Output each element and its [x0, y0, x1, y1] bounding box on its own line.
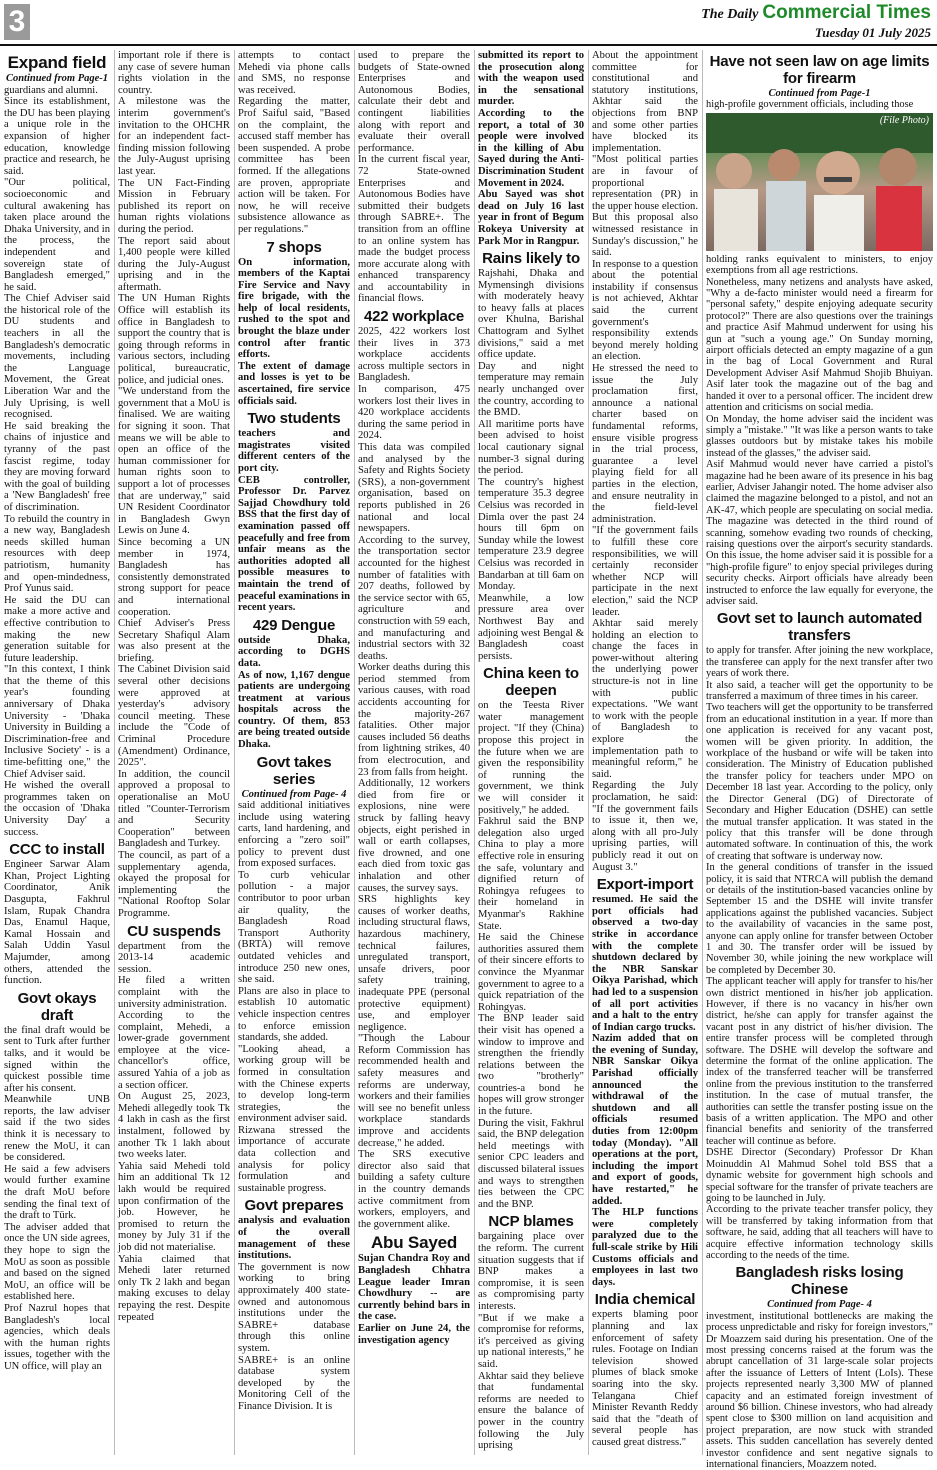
paragraph: "But if we make a compromise for reforms, it's perceived as giving up national interests," he said.	[478, 1312, 584, 1370]
paragraph: In addition, the council approved a proposal to operationalise an MoU titled "Counter-Terrorism and Security Cooperation" between Bangladesh and Turkey.	[118, 768, 230, 850]
paragraph: submitted its report to the prosecution along with the weapon used in the sensational murder.	[478, 50, 584, 108]
header-rule	[0, 44, 937, 46]
paragraph: The extent of damage and losses is yet to be ascertained, fire service officials said.	[238, 360, 350, 407]
paragraph: high-profile government officials, including those	[706, 99, 914, 111]
paragraph: According to the private teacher transfer policy, they will be transferred by taking information from that software, he said, adding that all teachers will have to acquire effective information technology skills according to the needs of the time.	[706, 1204, 933, 1261]
masthead-date: Tuesday 01 July 2025	[814, 25, 931, 40]
masthead-name: Commercial Times	[762, 2, 931, 23]
headline-429-dengue[interactable]: 429 Dengue	[252, 616, 336, 634]
paragraph: Nonetheless, many netizens and analysts have asked, "Why a de-facto minister would need a firearm for "personal safety," despite enjoying adequate security protocol?" There are also questions over the trainings and practice Asif Mahmud underwent for using his gun at "such a young age." On Sunday morning, airport officials detected an empty magazine of a gun in the bag of Local Government and Rural Development Adviser Asif Mahmud Shojib Bhuiyan. Asif later took the magazine out of the bag and handed it over to a personal officer. The incident drew attention and criticisms on social media.	[706, 276, 933, 414]
paragraph: experts blaming poor planning and lax enforcement of safety rules. Footage on Indian television showed plumes of black smoke soaring into the sky. Telangana Chief Minister Revanth Reddy said that the "death of several people has caused great distress."	[592, 1309, 698, 1448]
paragraph: used to prepare the budgets of State-owned Enterprises and Autonomous Bodies, calculate their debt and contingent liabilities along with report and evaluate their overall performance.	[358, 50, 470, 154]
paragraph: guardians and alumni.	[4, 84, 98, 96]
paragraph: He said the Chinese authorities assured them of their sincere efforts to convince the Myanmar government to agree to a quick repatriation of the Rohingyas.	[478, 932, 584, 1013]
column-divider	[114, 50, 115, 1455]
column-1	[4, 50, 110, 1457]
column-divider	[234, 50, 235, 1455]
headline-7-shops[interactable]: 7 shops	[266, 238, 322, 256]
paragraph: About the appointment committee for constitutional and statutory institutions, Akhtar said the objections from BNP and some other parties have blocked its implementation.	[592, 50, 698, 154]
headline-automated-transfers[interactable]: Govt set to launch automated transfers	[716, 610, 923, 645]
paragraph: "Though the Labour Reform Commission has recommended health and safety measures and reforms are underway, workers and their families will see no benefit unless workplace standards improve and accidents decrease," he added.	[358, 1033, 470, 1149]
paragraph: Worker deaths during this period stemmed from various causes, with road accidents accounting for the majority-267 fatalities. Other major causes included 56 deaths from lightning strikes, 40 from electrocution, and 23 from falls from height.	[358, 662, 470, 778]
paragraph: In response to a question about the potential instability if consensus is not achieved, Akhtar said the current government's responsibility extends beyond merely holding an election.	[592, 258, 698, 363]
paragraph: "We understand from the government that a MoU is finalised. We are waiting for signing it soon. That means we will be able to open an office of the human commissioner for human rights soon to support a lot of processes that are underway," said UN Resident Coordinator in Bangladesh Gwyn Lewis on June 4.	[118, 386, 230, 537]
paragraph: Prof Nazrul hopes that Bangladesh's local agencies, which deals with the human rights issues, together with the UN office, will play an	[4, 1302, 110, 1372]
headline-india-chemical[interactable]: India chemical	[594, 1291, 696, 1309]
paragraph: SABRE+ is an online database system developed by the Monitoring Cell of the Finance Division. It is	[238, 1354, 350, 1412]
paragraph: The country's highest temperature 35.3 degree Celsius was recorded in Dimla over the past 24 hours till 6pm on Sunday while the lowest temperature 23.9 degree Celsius was recorded in Bandarban at till 6am on Monday.	[478, 476, 584, 593]
paragraph: Fakhrul said the BNP delegation also urged China to play a more effective role in ensuring the safe, voluntary and dignified return of Rohingya refugees to their homeland in Myanmar's Rakhine State.	[478, 816, 584, 932]
headline-govt-okays-draft[interactable]: Govt okays draft	[17, 989, 97, 1024]
headline-abu-sayed[interactable]: Abu Sayed	[370, 1233, 458, 1253]
continued-label: Continued from Page-1	[768, 88, 871, 99]
column-divider	[702, 50, 703, 1455]
headline-422-workplace[interactable]: 422 workplace	[364, 308, 464, 326]
paragraph: The council, as part of a supplementary agenda, okayed the proposal for implementing the "National Rooftop Solar Programme.	[118, 849, 230, 919]
paragraph: Rajshahi, Dhaka and Mymensingh divisions with moderately heavy to heavy falls at places over Khulna, Barishal Chattogram and Sylhet divisions," said a met office update.	[478, 268, 584, 361]
paragraph: On information, members of the Kaptai Fire Service and Navy fire brigade, with the help of local residents, rushed to the spot and brought the blaze under control after frantic efforts.	[238, 256, 350, 361]
paragraph: On August 25, 2023, Mehedi allegedly took Tk 4 lakh in cash as the first instalment, followed by another Tk 1 lakh about two weeks later.	[118, 1091, 230, 1161]
column-divider	[588, 50, 589, 1455]
paragraph: Since becoming a UN member in 1974, Bangladesh has consistently demonstrated strong support for peace and international cooperation.	[118, 536, 230, 618]
paragraph: SRS highlights key causes of worker deaths, including structural flaws, hazardous machinery, technical failures, unregulated transport, unsafe drivers, poor safety training, inadequate PPE (personal protective equipment) use, and employer negligence.	[358, 894, 470, 1033]
paragraph: to apply for transfer. After joining the new workplace, the transferee can apply for the next transfer after two years of work there.	[706, 645, 933, 680]
paragraph: "If the government fails to fulfill these core responsibilities, we will certainly reconsider whether NCP will participate in the next election," said the NCP leader.	[592, 525, 698, 618]
column-4	[358, 50, 470, 1457]
paragraph: the final draft would be sent to Turk after further talks, and it would be signed within the quickest possible time after his consent.	[4, 1024, 110, 1094]
paragraph: Sujan Chandra Roy and Bangladesh Chhatra League leader Imran Chowdhury -- are currently behind bars in the case.	[358, 1253, 470, 1323]
paragraph: He said breaking the chains of injustice and tyranny of the past fascist regime, today they are moving forward with the goal of building a 'New Bangladesh' free of discrimination.	[4, 420, 110, 513]
headline-firearm-age-limits[interactable]: Have not seen law on age limits for firearm	[709, 53, 930, 87]
headline-two-students[interactable]: Two students	[247, 410, 341, 428]
paragraph: Two teachers will get the opportunity to be transferred from an educational institution in a year. If more than one application is received for any vacant post, women will be given priority. In addition, the workplace of the husband or wife will be taken into consideration. The Ministry of Education published the transfer policy for teachers under MPO on December 18 last year. According to the policy, only the Director General (DG) of Directorate of Secondary and Higher Education (DSHE) can settle the mutual transfer application. It was stated in the policy that this transfer will be done through automated software. In continuation of this, the work of creating that software is underway now.	[706, 702, 933, 862]
people-photo-illustration	[706, 113, 933, 251]
paragraph: The adviser added that once the UN side agrees, they hope to sign the MoU as soon as possible and based on the signed MoU, an office will be established here.	[4, 1221, 110, 1303]
paragraph: Yahia claimed that Mehedi later returned only Tk 2 lakh and began making excuses to delay repaying the rest. Despite repeated	[118, 1253, 230, 1323]
masthead-the-daily: The Daily	[701, 7, 759, 22]
headline-govt-prepares[interactable]: Govt prepares	[244, 1197, 344, 1215]
paragraph: To curb vehicular pollution - a major contributor to poor urban air quality, the Bangladesh Road Transport Authority (BRTA) will remove outdated vehicles and introduce 250 new ones, she said.	[238, 869, 350, 986]
paragraph: Regarding the matter, Prof Saiful said, "Based on the complaint, the accused staff member has been suspended. A probe committee has been formed. If the allegations are proven, appropriate action will be taken. For now, he will receive subsistence allowance as per regulations."	[238, 96, 350, 235]
paragraph: The BNP leader said their visit has opened a window to improve and strengthen the friendly relations between the two "brotherly" countries-a bond he hopes will grow stronger in the future.	[478, 1013, 584, 1118]
headline-cu-suspends[interactable]: CU suspends	[127, 922, 221, 940]
paragraph: Asif Mahmud would never have carried a pistol's magazine had he been aware of its presence in his bag earlier, Adviser Jahangir noted. The home adviser also claimed the magazine belonged to a pistol, and not an AK-47, which people are speculating on social media. The magazine was detected in the third round of scanning, somehow evading two rounds of checking, raising questions over the airport's security standards. On this issue, the home adviser said it is possible for a "high-profile figure" to enjoy special privileges during security checks. Airport officials have already been instructed to enforce the law equally for everyone, the adviser said.	[706, 459, 933, 607]
paragraph: According to the survey, the transportation sector accounted for the highest number of fatalities with 207 deaths, followed by the service sector with 65, agriculture and construction with 59 each, and manufacturing and industrial sectors with 32 deaths.	[358, 534, 470, 662]
paragraph: Akhtar said they believe that fundamental reforms are needed to ensure the balance of power in the country following the July uprising	[478, 1370, 584, 1452]
paragraph: Nazim added that on the evening of Sunday, NBR Sanskar Oikya Parishad officially announced the withdrawal of the shutdown and all officials resumed duties from 12:00pm today (Monday). "All operations at the port, including the import and export of goods, have restarted," he added.	[592, 1033, 698, 1207]
paragraph: outside Dhaka, according to DGHS data.	[238, 634, 350, 669]
paragraph: In comparison, 475 workers lost their lives in 420 workplace accidents during the same period in 2024.	[358, 384, 470, 442]
headline-govt-takes-series[interactable]: Govt takes series	[256, 753, 332, 788]
paragraph: holding ranks equivalent to ministers, to enjoy exemptions from all age restrictions.	[706, 253, 933, 277]
paragraph: Earlier on June 24, the investigation agency	[358, 1322, 470, 1346]
masthead-title	[701, 2, 931, 24]
paragraph: The SRS executive director also said that building a safety culture in the country demands active commitment from workers, employers, and the government alike.	[358, 1149, 470, 1230]
paragraph: During the visit, Fakhrul said, the BNP delegation held meetings with senior CPC leaders and discussed bilateral issues and ways to strengthen ties between the CPC and the BNP.	[478, 1117, 584, 1210]
paragraph: The report said about 1,400 people were killed during the July-August uprising and in the aftermath.	[118, 235, 230, 293]
paragraph: Akhtar said merely holding an election to change the faces in power-without altering the underlying power structure-is not in line with public expectations. "We want to work with the people of Bangladesh to explore the implementation path to meaningful reform," he said.	[592, 618, 698, 780]
paragraph: A milestone was the interim government's invitation to the OHCHR for an independent fact-finding mission following the July-August uprising last year.	[118, 96, 230, 177]
paragraph: resumed. He said the port officials had observed a two-day strike in accordance with the complete shutdown declared by the NBR Sanskar Oikya Parishad, which had led to a suspension of all port activities and a halt to the entry of Indian cargo trucks.	[592, 894, 698, 1033]
paragraph: To rebuild the country in a new way, Bangladesh needs skilled human resources with deep patriotism, humanity and open-mindedness, Prof Yunus said.	[4, 513, 110, 595]
paragraph: The Cabinet Division said several other decisions were approved at yesterday's advisory council meeting. These include the "Code of Criminal Procedure (Amendment) Ordinance, 2025".	[118, 664, 230, 769]
continued-label: Continued from Page- 4	[241, 788, 347, 800]
headline-china-keen[interactable]: China keen to deepen	[483, 665, 579, 700]
page-number: 3	[4, 4, 30, 40]
paragraph: CEB controller, Professor Dr. Parvez Sajjad Chowdhury told BSS that the first day of examination passed off peacefully and free from unfair means as the authorities adopted all possible measures to maintain the trend of peaceful examinations in recent years.	[238, 474, 350, 614]
masthead	[701, 2, 931, 41]
paragraph: Chief Adviser's Press Secretary Shafiqul Alam was also present at the briefing.	[118, 618, 230, 664]
paragraph: on the Teesta River water management project. "If they (China) propose this project in the future when we are given the responsibility of running the government, we think we will consider it positively," he added.	[478, 700, 584, 816]
paragraph: Additionally, 12 workers died from fire or explosions, nine were struck by falling heavy objects, eight perished in wall or earth collapses, five drowned, and one each died from toxic gas inhalation and other causes, the survey says.	[358, 778, 470, 894]
paragraph: According to the report, a total of 30 people were involved in the killing of Abu Sayed during the Anti-Discrimination Student Movement in 2024.	[478, 107, 584, 189]
headline-chinese-investment[interactable]: Bangladesh risks losing Chinese	[735, 1264, 904, 1299]
paragraph: investment, institutional bottlenecks are making the process unpredictable and risky for foreign investors," Dr Moazzem said during his presentation. One of the most pressing concerns raised at the forum was the abrupt cancellation of 31 large-scale solar projects after the issuance of Letters of Intent (LoIs). These projects represented nearly 3,300 MW of planned capacity and an estimated foreign investment of around $6 billion. Chinese investors, who had already spent close to $300 million on land acquisition and project preparation, are now stuck with stranded assets. This sudden cancellation has severely dented investor confidence and sent negative signals to international financiers, Moazzem noted.	[706, 1310, 933, 1470]
headline-expand-field[interactable]: Expand field	[7, 53, 107, 72]
paragraph: The UN Fact-Finding Mission in February published its report on human rights violations during the period.	[118, 177, 230, 235]
paragraph: bargaining place over the reform. The current situation suggests that if BNP makes a compromise, it is seen as compromising party interests.	[478, 1231, 584, 1312]
headline-ccc-to-install[interactable]: CCC to install	[9, 841, 105, 859]
paragraph: department from the 2013-14 academic session.	[118, 940, 230, 975]
paragraph: The HLP functions were completely paralyzed due to the full-scale strike by Hili Customs officials and employees in last two days.	[592, 1207, 698, 1288]
paragraph: The UN Human Rights Office will establish its office in Bangladesh to support the country that is going through reforms in various sectors, including political, bureaucratic, police, and judicial ones.	[118, 293, 230, 386]
paragraph: In the current fiscal year, 72 State-owned Enterprises and Autonomous Bodies have submitted their budgets through SABRE+. The transition from an offline to an online system has made the budget process more accurate along with enhanced transparency and accountability in financial flows.	[358, 154, 470, 305]
headline-ncp-blames[interactable]: NCP blames	[488, 1213, 574, 1231]
paragraph: "Looking ahead, a working group will be formed in consultation with the Chinese experts to develop long-term strategies, the environment adviser said.	[238, 1043, 350, 1125]
column-7	[706, 50, 933, 1470]
column-6	[592, 50, 698, 1457]
paragraph: Meanwhile UNB reports, the law adviser said if the two sides think it is necessary to renew the MoU, it can be considered.	[4, 1094, 110, 1164]
paragraph: analysis and evaluation of the overall management of these institutions.	[238, 1215, 350, 1262]
paragraph: He stressed the need to issue the July proclamation first, announce a national charter based on fundamental reforms, ensure visible progress in the trial process, guarantee a level playing field for all parties in the election, and ensure neutrality in the field-level administration.	[592, 363, 698, 525]
paragraph: On Monday, the home adviser said the incident was simply a "mistake." "It was like a person wants to take glasses outdoors but by mistake takes his mobile instead of the glasses," the adviser said.	[706, 413, 933, 459]
paragraph: He said a few advisers would further examine the draft MoU before sending the final text of the draft to Türk.	[4, 1163, 110, 1222]
paragraph: He wished the overall programmes taken on the occasion of 'Dhaka University Day' a success.	[4, 780, 110, 838]
paragraph: "In this context, I think that the theme of this year's founding anniversary of Dhaka University - 'Dhaka University in Building a Discrimination-free and Inclusive Society' - is a time-befitting one," the Chief Adviser said.	[4, 664, 110, 780]
paragraph: "Our political, socioeconomic and cultural awakening has taken place around the Dhaka University, and in the process, the independent and sovereign state of Bangladesh emerged," he said.	[4, 177, 110, 293]
paragraph: DSHE Director (Secondary) Professor Dr Khan Moinuddin Al Mahmud Sohel told BSS that a dynamic website for government high schools and special software for the transfer of private teachers are going to be launched in July.	[706, 1147, 933, 1204]
paragraph: As of now, 1,167 dengue patients are undergoing treatment at various hospitals across the country. Of them, 853 are being treated outside Dhaka.	[238, 669, 350, 751]
paragraph: The government is now working to bring approximately 400 state-owned and autonomous institutions under the SABRE+ database through this online system.	[238, 1261, 350, 1354]
photo-caption: (File Photo)	[879, 114, 929, 126]
column-3	[238, 50, 350, 1457]
paragraph: Day and night temperature may remain nearly unchanged over the country, according to the BMD.	[478, 360, 584, 419]
paragraph: said additional initiatives include using watering carts, land hardening, and enforcing a "zero soil" policy to prevent dust from exposed surfaces.	[238, 800, 350, 870]
paragraph: Abu Sayed was shot dead on July 16 last year in front of Begum Rokeya University at Park Mor in Rangpur.	[478, 189, 584, 247]
column-divider	[354, 50, 355, 1455]
paragraph: According to the complaint, Mehedi, a lower-grade government employee at the vice-chancellor's office, assured Yahia of a job as a section officer.	[118, 1010, 230, 1091]
paragraph: The Chief Adviser said the historical role of the DU students and teachers in all the Bangladesh's democratic movements, including the Language Movement, the Great Liberation War and the July Uprising, is well recognised.	[4, 293, 110, 421]
column-2	[118, 50, 230, 1457]
paragraph: He filed a written complaint with the university administration.	[118, 975, 230, 1010]
paragraph: teachers and magistrates visited different centers of the port city.	[238, 428, 350, 474]
paragraph: The applicant teacher will apply for transfer to his/her own district mentioned in his/her job application. However, if there is no vacancy in his/her own district, he/she can apply for transfer against the vacant post in any district of his/her division. The entire transfer process will be completed through software. The DSHE will develop the software and determine the format of the online application. The index of the transferred teacher will be transferred online from the previous institution to the transferred institution. In the case of mutual transfer, the authorities can settle the transfer posting issue on the basis of a written application. The MPO and other financial benefits and seniority of the transferred teacher will continue as before.	[706, 976, 933, 1147]
paragraph: Since its establishment, the DU has been playing a unique role in the expansion of higher education, knowledge practice and research, he said.	[4, 96, 110, 177]
paragraph: important role if there is any case of severe human rights violation in the country.	[118, 50, 230, 96]
paragraph: "Most political parties are in favour of proportional representation (PR) in the upper house election. But this proposal also witnessed resistance in Sunday's discussion," he said.	[592, 154, 698, 259]
paragraph: It also said, a teacher will get the opportunity to be transferred a maximum of three times in his career.	[706, 679, 933, 703]
column-5	[478, 50, 584, 1457]
paragraph: Engineer Sarwar Alam Khan, Project Lighting Coordinator, Anik Dasgupta, Fakhrul Islam, Rupak Chandra Das, Enamul Haque, Kamal Hossain and Salah Uddin Yasul Majumder, among others, attended the function.	[4, 859, 110, 987]
continued-label: Continued from Page- 4	[767, 1299, 872, 1311]
paragraph: 2025, 422 workers lost their lives in 373 workplace accidents across multiple sectors in Bangladesh.	[358, 326, 470, 384]
column-divider	[474, 50, 475, 1455]
news-photo	[706, 113, 933, 251]
continued-label: Continued from Page-1	[5, 73, 109, 84]
paragraph: Regarding the July proclamation, he said: "If the government fails to issue it, then we, along with all pro-July uprising parties, will publicly read it out on August 3."	[592, 780, 698, 873]
paragraph: He said the DU can make a more active and effective contribution to making the new generation suitable for future leadership.	[4, 594, 110, 664]
headline-export-import[interactable]: Export-import	[596, 876, 694, 894]
paragraph: All maritime ports have been advised to hoist local cautionary signal number-3 signal during the period.	[478, 418, 584, 477]
paragraph: Plans are also in place to establish 10 automatic vehicle inspection centres to enforce emission standards, she added.	[238, 985, 350, 1044]
paragraph: Yahia said Mehedi told him an additional Tk 12 lakh would be required upon confirmation of the job. However, he promised to return the money by July 31 if the job did not materialise.	[118, 1160, 230, 1253]
headline-rains-likely[interactable]: Rains likely to	[482, 250, 580, 268]
paragraph: Meanwhile, a low pressure area over Northwest Bay and adjoining west Bengal & Bangladesh coast persists.	[478, 592, 584, 662]
paragraph: In the general conditions of transfer in the issued policy, it is said that NTRCA will publish the demand or details of the institution-based vacancies online by September 15 and the DSHE will invite transfer applications against the published vacancies. Subject to the availability of vacancies in the same post, anyone can apply online for transfer between October 1 and 30. The transfer order will be issued by November 30, while joining the new workplace will be completed by December 30.	[706, 862, 933, 976]
paragraph: attempts to contact Mehedi via phone calls and SMS, no response was received.	[238, 50, 350, 96]
paragraph: This data was compiled and analysed by the Safety and Rights Society (SRS), a non-government organisation, based on reports published in 26 national and local newspapers.	[358, 442, 470, 535]
paragraph: Rizwana stressed the importance of accurate data collection and analysis for policy formulation and sustainable progress.	[238, 1124, 350, 1194]
